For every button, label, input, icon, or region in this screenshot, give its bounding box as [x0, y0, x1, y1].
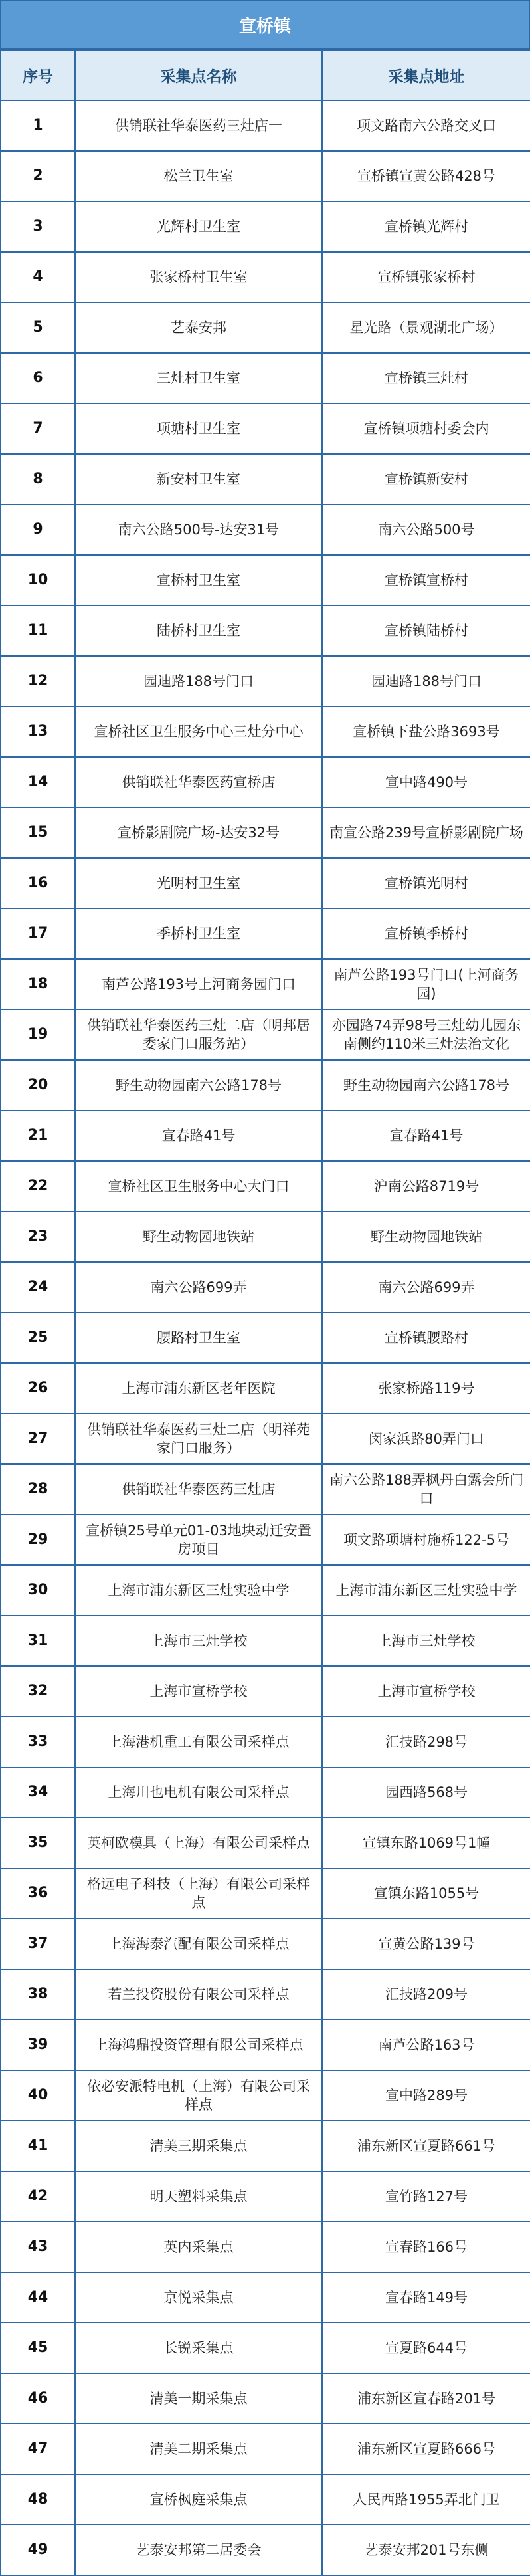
header-row	[1, 50, 530, 100]
row-index: 12	[1, 656, 75, 706]
row-address: 浦东新区宣夏路661号	[322, 2121, 530, 2171]
table-row	[1, 1616, 530, 1666]
row-address: 宣中路289号	[322, 2070, 530, 2121]
table-row	[1, 1969, 530, 2020]
table-row	[1, 454, 530, 504]
table-row	[1, 555, 530, 605]
table-row	[1, 1414, 530, 1464]
row-address: 宣镇东路1069号1幢	[322, 1818, 530, 1868]
row-name: 英柯欧模具（上海）有限公司采样点	[75, 1818, 322, 1868]
row-address: 宣桥镇腰路村	[322, 1313, 530, 1363]
town-title: 宣桥镇	[0, 0, 530, 49]
row-name: 宣桥社区卫生服务中心大门口	[75, 1161, 322, 1212]
row-address: 亦园路74弄98号三灶幼儿园东南侧约110米三灶法治文化	[322, 1010, 530, 1060]
row-index: 43	[1, 2222, 75, 2272]
row-address: 宣桥镇宣桥村	[322, 555, 530, 605]
row-index: 48	[1, 2474, 75, 2525]
row-address: 浦东新区宣夏路666号	[322, 2424, 530, 2474]
row-address: 人民西路1955弄北门卫	[322, 2474, 530, 2525]
row-address: 宣桥镇三灶村	[322, 353, 530, 403]
row-name: 明天塑料采集点	[75, 2171, 322, 2222]
table-row	[1, 2121, 530, 2171]
row-name: 艺泰安邦第二居委会	[75, 2525, 322, 2575]
row-name: 南六公路500号-达安31号	[75, 504, 322, 555]
row-index: 25	[1, 1313, 75, 1363]
row-address: 宣竹路127号	[322, 2171, 530, 2222]
table-row	[1, 2373, 530, 2424]
table-row	[1, 1212, 530, 1262]
row-name: 艺泰安邦	[75, 302, 322, 353]
row-address: 张家桥路119号	[322, 1363, 530, 1414]
row-index: 21	[1, 1111, 75, 1161]
table-row	[1, 1363, 530, 1414]
table-row	[1, 2323, 530, 2373]
row-index: 26	[1, 1363, 75, 1414]
row-name: 供销联社华泰医药宣桥店	[75, 757, 322, 807]
table-row	[1, 2424, 530, 2474]
row-address: 宣桥镇陆桥村	[322, 605, 530, 656]
table-row	[1, 757, 530, 807]
row-index: 38	[1, 1969, 75, 2020]
table-row	[1, 1717, 530, 1767]
row-index: 4	[1, 252, 75, 302]
table-row	[1, 1161, 530, 1212]
row-index: 42	[1, 2171, 75, 2222]
row-index: 1	[1, 100, 75, 151]
row-address: 宣春路41号	[322, 1111, 530, 1161]
row-address: 野生动物园南六公路178号	[322, 1060, 530, 1111]
row-address: 宣桥镇张家桥村	[322, 252, 530, 302]
row-index: 44	[1, 2272, 75, 2323]
table-row	[1, 353, 530, 403]
row-address: 野生动物园地铁站	[322, 1212, 530, 1262]
table-row	[1, 2525, 530, 2575]
table-body	[1, 100, 530, 2575]
row-name: 京悦采集点	[75, 2272, 322, 2323]
row-address: 汇技路209号	[322, 1969, 530, 2020]
row-index: 34	[1, 1767, 75, 1818]
table-row	[1, 1010, 530, 1060]
row-address: 沪南公路8719号	[322, 1161, 530, 1212]
row-name: 园迪路188号门口	[75, 656, 322, 706]
row-name: 张家桥村卫生室	[75, 252, 322, 302]
row-address: 园西路568号	[322, 1767, 530, 1818]
row-index: 2	[1, 151, 75, 201]
table-row	[1, 2070, 530, 2121]
row-name: 野生动物园地铁站	[75, 1212, 322, 1262]
row-index: 23	[1, 1212, 75, 1262]
row-address: 宣黄公路139号	[322, 1919, 530, 1969]
row-index: 11	[1, 605, 75, 656]
row-index: 20	[1, 1060, 75, 1111]
table-row	[1, 2272, 530, 2323]
table-row	[1, 1464, 530, 1515]
row-name: 依必安派特电机（上海）有限公司采样点	[75, 2070, 322, 2121]
table-row	[1, 1767, 530, 1818]
row-address: 南六公路500号	[322, 504, 530, 555]
row-name: 供销联社华泰医药三灶二店（明邦居委家门口服务站）	[75, 1010, 322, 1060]
row-name: 长锐采集点	[75, 2323, 322, 2373]
row-address: 上海市三灶学校	[322, 1616, 530, 1666]
row-name: 英内采集点	[75, 2222, 322, 2272]
table-row	[1, 403, 530, 454]
row-index: 49	[1, 2525, 75, 2575]
table-row	[1, 1818, 530, 1868]
row-name: 供销联社华泰医药三灶二店（明祥苑家门口服务）	[75, 1414, 322, 1464]
row-index: 10	[1, 555, 75, 605]
row-address: 宣镇东路1055号	[322, 1868, 530, 1919]
table-row	[1, 656, 530, 706]
row-index: 6	[1, 353, 75, 403]
row-address: 汇技路298号	[322, 1717, 530, 1767]
row-name: 腰路村卫生室	[75, 1313, 322, 1363]
row-name: 宣桥镇25号单元01-03地块动迁安置房项目	[75, 1515, 322, 1565]
row-index: 13	[1, 706, 75, 757]
row-address: 南芦公路163号	[322, 2020, 530, 2070]
table-row	[1, 1565, 530, 1616]
row-index: 40	[1, 2070, 75, 2121]
row-name: 陆桥村卫生室	[75, 605, 322, 656]
row-index: 41	[1, 2121, 75, 2171]
row-name: 上海市浦东新区老年医院	[75, 1363, 322, 1414]
row-name: 上海海泰汽配有限公司采样点	[75, 1919, 322, 1969]
row-name: 南六公路699弄	[75, 1262, 322, 1313]
row-index: 19	[1, 1010, 75, 1060]
row-index: 47	[1, 2424, 75, 2474]
row-index: 16	[1, 858, 75, 909]
table-row	[1, 2171, 530, 2222]
table-row	[1, 1666, 530, 1717]
table-row	[1, 959, 530, 1010]
row-index: 37	[1, 1919, 75, 1969]
table-row	[1, 1313, 530, 1363]
row-index: 15	[1, 807, 75, 858]
table-row	[1, 1060, 530, 1111]
row-name: 格远电子科技（上海）有限公司采样点	[75, 1868, 322, 1919]
table-row	[1, 302, 530, 353]
row-address: 宣桥镇光明村	[322, 858, 530, 909]
row-index: 8	[1, 454, 75, 504]
row-name: 光明村卫生室	[75, 858, 322, 909]
row-name: 宣桥村卫生室	[75, 555, 322, 605]
row-name: 新安村卫生室	[75, 454, 322, 504]
row-name: 若兰投资股份有限公司采样点	[75, 1969, 322, 2020]
header-address: 采集点地址	[322, 50, 530, 100]
row-index: 33	[1, 1717, 75, 1767]
row-index: 22	[1, 1161, 75, 1212]
row-address: 上海市宣桥学校	[322, 1666, 530, 1717]
collection-points-table	[0, 49, 530, 2576]
row-name: 三灶村卫生室	[75, 353, 322, 403]
row-address: 宣桥镇新安村	[322, 454, 530, 504]
row-index: 27	[1, 1414, 75, 1464]
row-index: 29	[1, 1515, 75, 1565]
table-row	[1, 605, 530, 656]
row-name: 上海市三灶学校	[75, 1616, 322, 1666]
row-address: 项文路项塘村施桥122-5号	[322, 1515, 530, 1565]
row-name: 清美一期采集点	[75, 2373, 322, 2424]
row-index: 5	[1, 302, 75, 353]
row-address: 项文路南六公路交叉口	[322, 100, 530, 151]
row-name: 清美三期采集点	[75, 2121, 322, 2171]
row-name: 上海市宣桥学校	[75, 1666, 322, 1717]
row-address: 南六公路188弄枫丹白露会所门口	[322, 1464, 530, 1515]
row-index: 31	[1, 1616, 75, 1666]
row-name: 上海鸿鼎投资管理有限公司采样点	[75, 2020, 322, 2070]
table-row	[1, 909, 530, 959]
table-row	[1, 858, 530, 909]
row-address: 星光路（景观湖北广场）	[322, 302, 530, 353]
row-index: 46	[1, 2373, 75, 2424]
row-index: 35	[1, 1818, 75, 1868]
table-row	[1, 807, 530, 858]
row-name: 南芦公路193号上河商务园门口	[75, 959, 322, 1010]
row-address: 宣桥镇宣黄公路428号	[322, 151, 530, 201]
table-row	[1, 706, 530, 757]
row-address: 宣中路490号	[322, 757, 530, 807]
row-index: 7	[1, 403, 75, 454]
row-address: 南芦公路193号门口(上河商务园)	[322, 959, 530, 1010]
row-address: 宣桥镇季桥村	[322, 909, 530, 959]
row-name: 宣桥社区卫生服务中心三灶分中心	[75, 706, 322, 757]
row-address: 闵家浜路80弄门口	[322, 1414, 530, 1464]
header-index: 序号	[1, 50, 75, 100]
row-address: 南六公路699弄	[322, 1262, 530, 1313]
row-name: 野生动物园南六公路178号	[75, 1060, 322, 1111]
row-name: 项塘村卫生室	[75, 403, 322, 454]
row-name: 供销联社华泰医药三灶店	[75, 1464, 322, 1515]
row-name: 光辉村卫生室	[75, 201, 322, 252]
table-row	[1, 2222, 530, 2272]
row-address: 宣桥镇下盐公路3693号	[322, 706, 530, 757]
row-name: 季桥村卫生室	[75, 909, 322, 959]
row-index: 28	[1, 1464, 75, 1515]
table-row	[1, 1919, 530, 1969]
table-row	[1, 1868, 530, 1919]
row-index: 39	[1, 2020, 75, 2070]
table-row	[1, 504, 530, 555]
row-index: 32	[1, 1666, 75, 1717]
row-address: 宣春路149号	[322, 2272, 530, 2323]
table-row	[1, 252, 530, 302]
table-row	[1, 1111, 530, 1161]
table-row	[1, 1262, 530, 1313]
row-name: 宣春路41号	[75, 1111, 322, 1161]
row-name: 上海港机重工有限公司采样点	[75, 1717, 322, 1767]
row-address: 浦东新区宣春路201号	[322, 2373, 530, 2424]
header-name: 采集点名称	[75, 50, 322, 100]
table-row	[1, 100, 530, 151]
row-index: 9	[1, 504, 75, 555]
row-index: 3	[1, 201, 75, 252]
row-name: 宣桥影剧院广场-达安32号	[75, 807, 322, 858]
row-address: 园迪路188号门口	[322, 656, 530, 706]
table-row	[1, 151, 530, 201]
row-name: 宣桥枫庭采集点	[75, 2474, 322, 2525]
row-address: 宣桥镇光辉村	[322, 201, 530, 252]
row-index: 17	[1, 909, 75, 959]
row-index: 18	[1, 959, 75, 1010]
row-name: 上海川也电机有限公司采样点	[75, 1767, 322, 1818]
row-name: 供销联社华泰医药三灶店一	[75, 100, 322, 151]
row-address: 上海市浦东新区三灶实验中学	[322, 1565, 530, 1616]
row-address: 宣夏路644号	[322, 2323, 530, 2373]
row-name: 上海市浦东新区三灶实验中学	[75, 1565, 322, 1616]
row-address: 艺泰安邦201号东侧	[322, 2525, 530, 2575]
row-address: 宣桥镇项塘村委会内	[322, 403, 530, 454]
row-index: 45	[1, 2323, 75, 2373]
row-address: 宣春路166号	[322, 2222, 530, 2272]
table-row	[1, 201, 530, 252]
row-name: 清美二期采集点	[75, 2424, 322, 2474]
row-index: 24	[1, 1262, 75, 1313]
row-index: 14	[1, 757, 75, 807]
table-row	[1, 2474, 530, 2525]
row-index: 30	[1, 1565, 75, 1616]
table-row	[1, 1515, 530, 1565]
table-row	[1, 2020, 530, 2070]
row-name: 松兰卫生室	[75, 151, 322, 201]
row-index: 36	[1, 1868, 75, 1919]
row-address: 南宣公路239号宣桥影剧院广场	[322, 807, 530, 858]
